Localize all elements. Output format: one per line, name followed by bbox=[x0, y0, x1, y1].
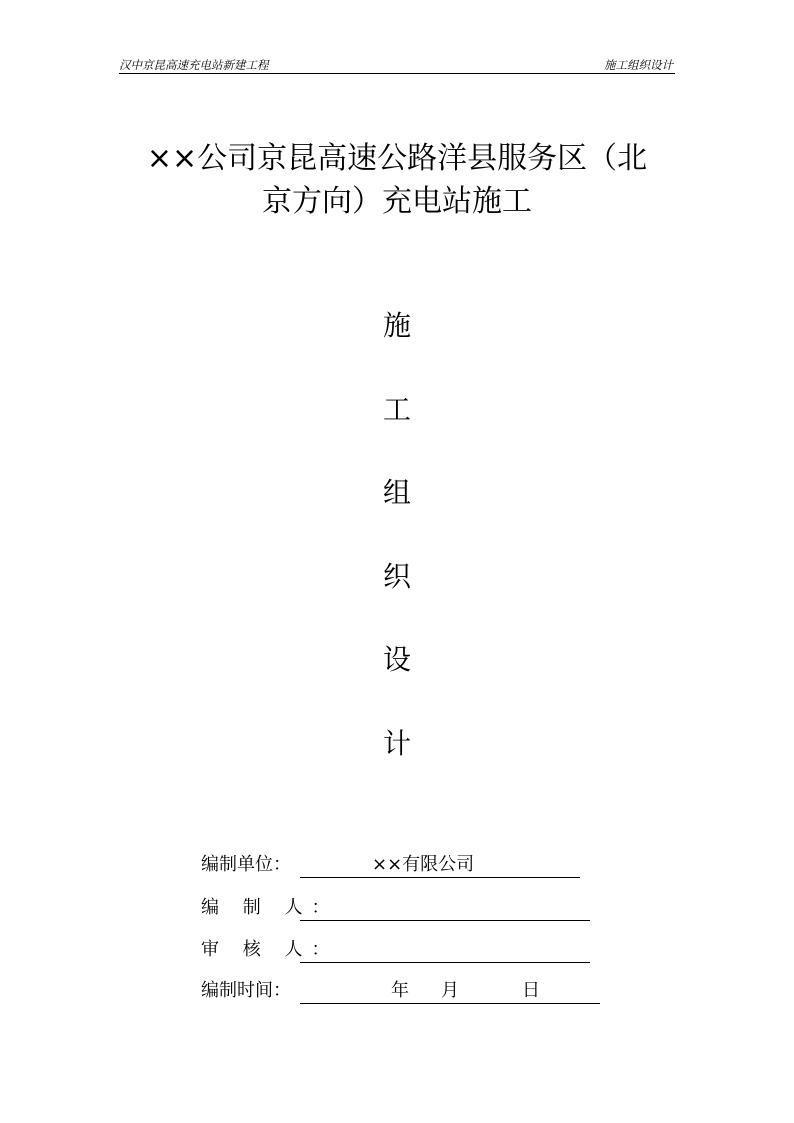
field-underline-author bbox=[300, 895, 590, 921]
page-header bbox=[119, 58, 675, 74]
field-label-compile-date: 编制时间： bbox=[201, 980, 291, 1001]
date-day-label: 日 bbox=[522, 980, 540, 1001]
field-reviewer bbox=[201, 937, 591, 963]
field-compile-date bbox=[201, 978, 601, 1004]
field-label-reviewer: 审 核 人： bbox=[201, 939, 339, 960]
subtitle-char-6: 计 bbox=[382, 727, 411, 760]
date-month-label: 月 bbox=[441, 980, 459, 1001]
subtitle-char-2: 工 bbox=[382, 393, 411, 426]
document-title-line-2: 京方向）充电站施工 bbox=[262, 184, 532, 219]
date-year-label: 年 bbox=[391, 980, 409, 1001]
header-project-name: 汉中京昆高速充电站新建工程 bbox=[119, 58, 269, 72]
field-compiling-unit bbox=[201, 852, 591, 878]
header-document-type: 施工组织设计 bbox=[604, 58, 673, 72]
document-title-line-1: ××公司京昆高速公路洋县服务区（北 bbox=[146, 141, 648, 176]
field-label-compiling-unit: 编制单位： bbox=[201, 854, 291, 875]
field-author bbox=[201, 895, 591, 921]
subtitle-char-1: 施 bbox=[382, 309, 411, 342]
subtitle-char-4: 织 bbox=[382, 560, 411, 593]
field-underline-reviewer bbox=[300, 937, 590, 963]
field-label-author: 编 制 人： bbox=[201, 897, 339, 918]
field-value-compiling-unit: ××有限公司 bbox=[372, 854, 475, 875]
subtitle-char-5: 设 bbox=[382, 643, 411, 676]
subtitle-char-3: 组 bbox=[382, 476, 411, 509]
